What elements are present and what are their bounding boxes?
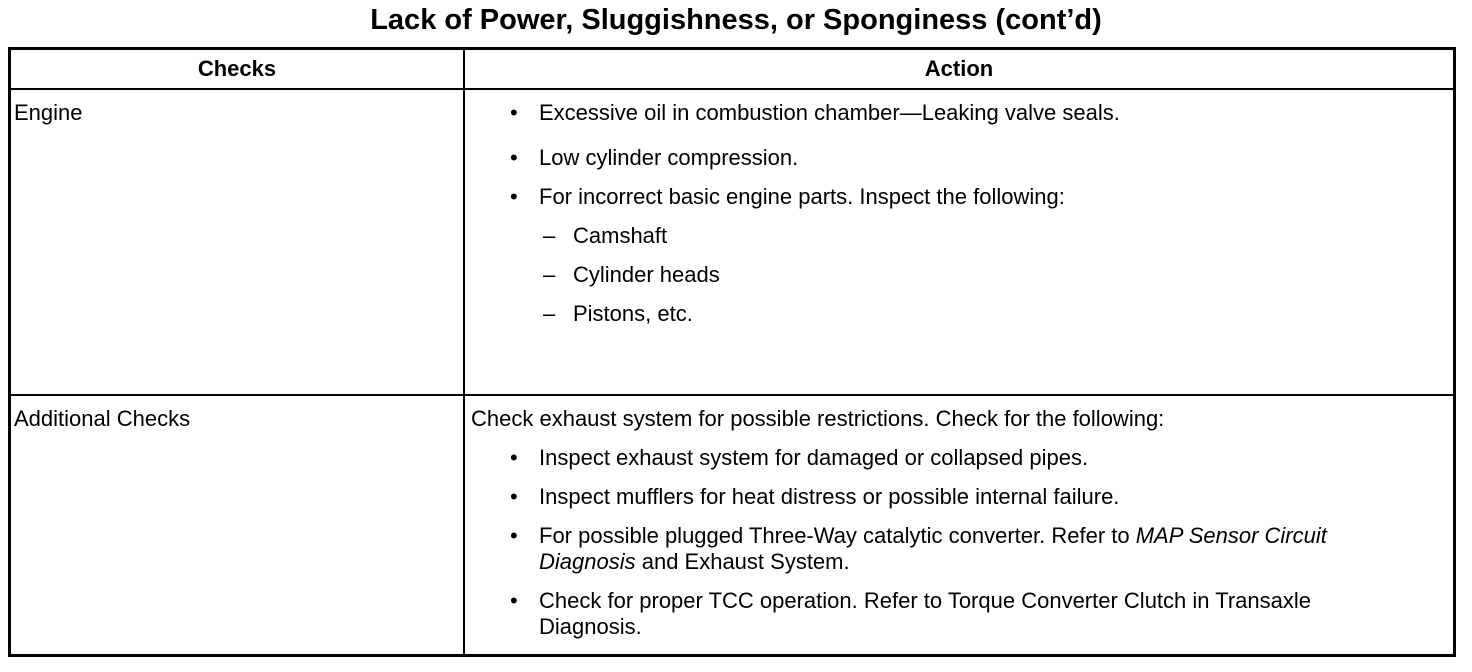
italic-reference: MAP Sensor Circuit Diagnosis — [539, 523, 1327, 574]
check-cell: Engine — [10, 89, 465, 395]
list-item: • Check for proper TCC operation. Refer to Torque Converter Clutch in Transaxle Diagnosis. — [465, 588, 1453, 640]
action-cell — [464, 89, 1455, 395]
check-cell: Additional Checks — [10, 395, 465, 656]
table-header-row — [10, 49, 1455, 90]
page-title: Lack of Power, Sluggishness, or Sponginess (cont’d) — [370, 4, 1102, 36]
action-header: Action — [464, 49, 1455, 90]
checks-header: Checks — [10, 49, 465, 90]
list-item: • Inspect exhaust system for damaged or collapsed pipes. — [465, 445, 1453, 471]
list-item — [465, 523, 1453, 575]
sub-list-item: – Camshaft — [465, 223, 1453, 249]
list-item-text: and Exhaust System. — [635, 549, 850, 574]
action-cell — [464, 395, 1455, 656]
intro-text: Check exhaust system for possible restrictions. Check for the following: — [471, 406, 1165, 431]
sub-list-item: – Cylinder heads — [465, 262, 1453, 288]
list-item-text: For possible plugged Three-Way catalytic converter. Refer to — [539, 523, 1136, 548]
list-item: • Low cylinder compression. — [465, 145, 1453, 171]
list-item: • Inspect mufflers for heat distress or possible internal failure. — [465, 484, 1453, 510]
table-row — [10, 89, 1455, 395]
list-item: • For incorrect basic engine parts. Inspect the following: — [465, 184, 1453, 210]
sub-list-item: – Pistons, etc. — [465, 301, 1453, 327]
table-row — [10, 395, 1455, 656]
troubleshooting-table — [8, 47, 1456, 657]
list-item: • Excessive oil in combustion chamber—Leaking valve seals. — [465, 100, 1453, 126]
